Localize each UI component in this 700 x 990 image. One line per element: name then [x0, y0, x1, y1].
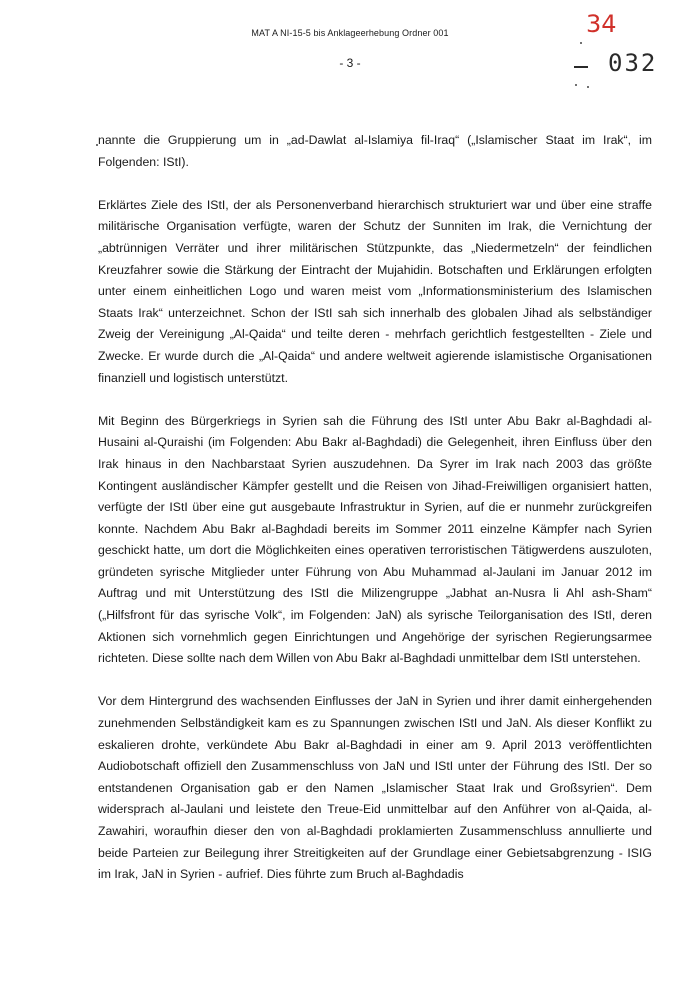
folio-stamp: 032 — [608, 49, 658, 77]
scan-speck — [575, 84, 577, 86]
stamp-dash — [574, 66, 588, 68]
scan-speck — [587, 86, 589, 88]
paragraph-2: Erklärtes Ziele des IStI, der als Personenverband hierarchisch strukturiert war und über eine straffe militärische Organisation verfügte, waren der Schutz der Sunniten im Irak, die Vernichtung der „abtrünnigen Verräter und ihrer militärischen Stützpunkte, das „Niedermetzeln“ der feindlichen Kreuzfahrer sowie die Stärkung der Eintracht der Mujahidin. Botschaften und Erklärungen erfolgten unter einem einheitlichen Logo und waren meist vom „Informationsministerium des Islamischen Staats Irak“ unterzeichnet. Schon der IStI sah sich innerhalb des globalen Jihad als selbständiger Zweig der Vereinigung „Al-Qaida“ und teilte deren - mehrfach gerichtlich festgestellten - Ziele und Zwecke. Er wurde durch die „Al-Qaida“ und andere weltweit agierende islamistische Organisationen finanziell und logistisch unterstützt. — [98, 197, 652, 385]
page-number: - 3 - — [339, 56, 361, 70]
paragraph-3: Mit Beginn des Bürgerkriegs in Syrien sah die Führung des IStI unter Abu Bakr al-Baghdadi al-Husaini al-Quraishi (im Folgenden: Abu Bakr al-Baghdadi) die Gelegenheit, ihren Einfluss über den Irak hinaus in den Nachbarstaat Syrien auszudehnen. Da Syrer im Irak nach 2003 das größte Kontingent ausländischer Kämpfer gestellt und die Reisen von Jihad-Freiwilligen organisiert hatten, verfügte der IStI über eine gut ausgebaute Infrastruktur in Syrien, auf die er nunmehr zurückgreifen konnte. Nachdem Abu Bakr al-Baghdadi bereits im Sommer 2011 einzelne Kämpfer nach Syrien geschickt hatte, um dort die Möglichkeiten eines operativen terroristischen Tätigwerdens auszuloten, gründeten syrische Mitglieder unter Führung von Abu Muhammad al-Jaulani im Januar 2012 im Auftrag und mit Unterstützung des IStI die Milizengruppe „Jabhat an-Nusra li Ahl ash-Sham“ („Hilfsfront für das syrische Volk“, im Folgenden: JaN) als syrische Teilorganisation des IStI, deren Aktionen sich vornehmlich gegen Einrichtungen und Angehörige der syrischen Regierungsarmee richteten. Diese sollte nach dem Willen von Abu Bakr al-Baghdadi unmittelbar dem IStI unterstehen. — [98, 413, 652, 666]
red-page-stamp: 34 — [586, 10, 617, 38]
paragraph-4: Vor dem Hintergrund des wachsenden Einflusses der JaN in Syrien und ihrer damit einhergehenden zunehmenden Selbständigkeit kam es zu Spannungen zwischen IStI und JaN. Als dieser Konflikt zu eskalieren drohte, verkündete Abu Bakr al-Baghdadi in einer am 9. April 2013 veröffentlichten Audiobotschaft offiziell den Zusammenschluss von JaN und IStI unter der Führung des IStI. Der so entstandenen Organisation gab er den Namen „Islamischer Staat Irak und Großsyrien“. Dem widersprach al-Jaulani und leistete den Treue-Eid unmittelbar auf den Anführer von al-Qaida, al-Zawahiri, woraufhin dieser den von al-Baghdadi proklamierten Zusammenschluss annullierte und beide Parteien zur Beilegung ihrer Streitigkeiten auf der Grundlage einer Gebietsabgrenzung - ISIG im Irak, JaN in Syrien - aufrief. Dies führte zum Bruch al-Baghdadis — [98, 694, 652, 882]
scan-speck — [580, 42, 582, 44]
document-body — [98, 130, 652, 886]
paragraph-1: nannte die Gruppierung um in „ad-Dawlat al-Islamiya fil-Iraq“ („Islamischer Staat im Irak“, im Folgenden: IStI). — [98, 133, 652, 169]
document-reference-header: MAT A NI-15-5 bis Anklageerhebung Ordner 001 — [251, 28, 449, 38]
